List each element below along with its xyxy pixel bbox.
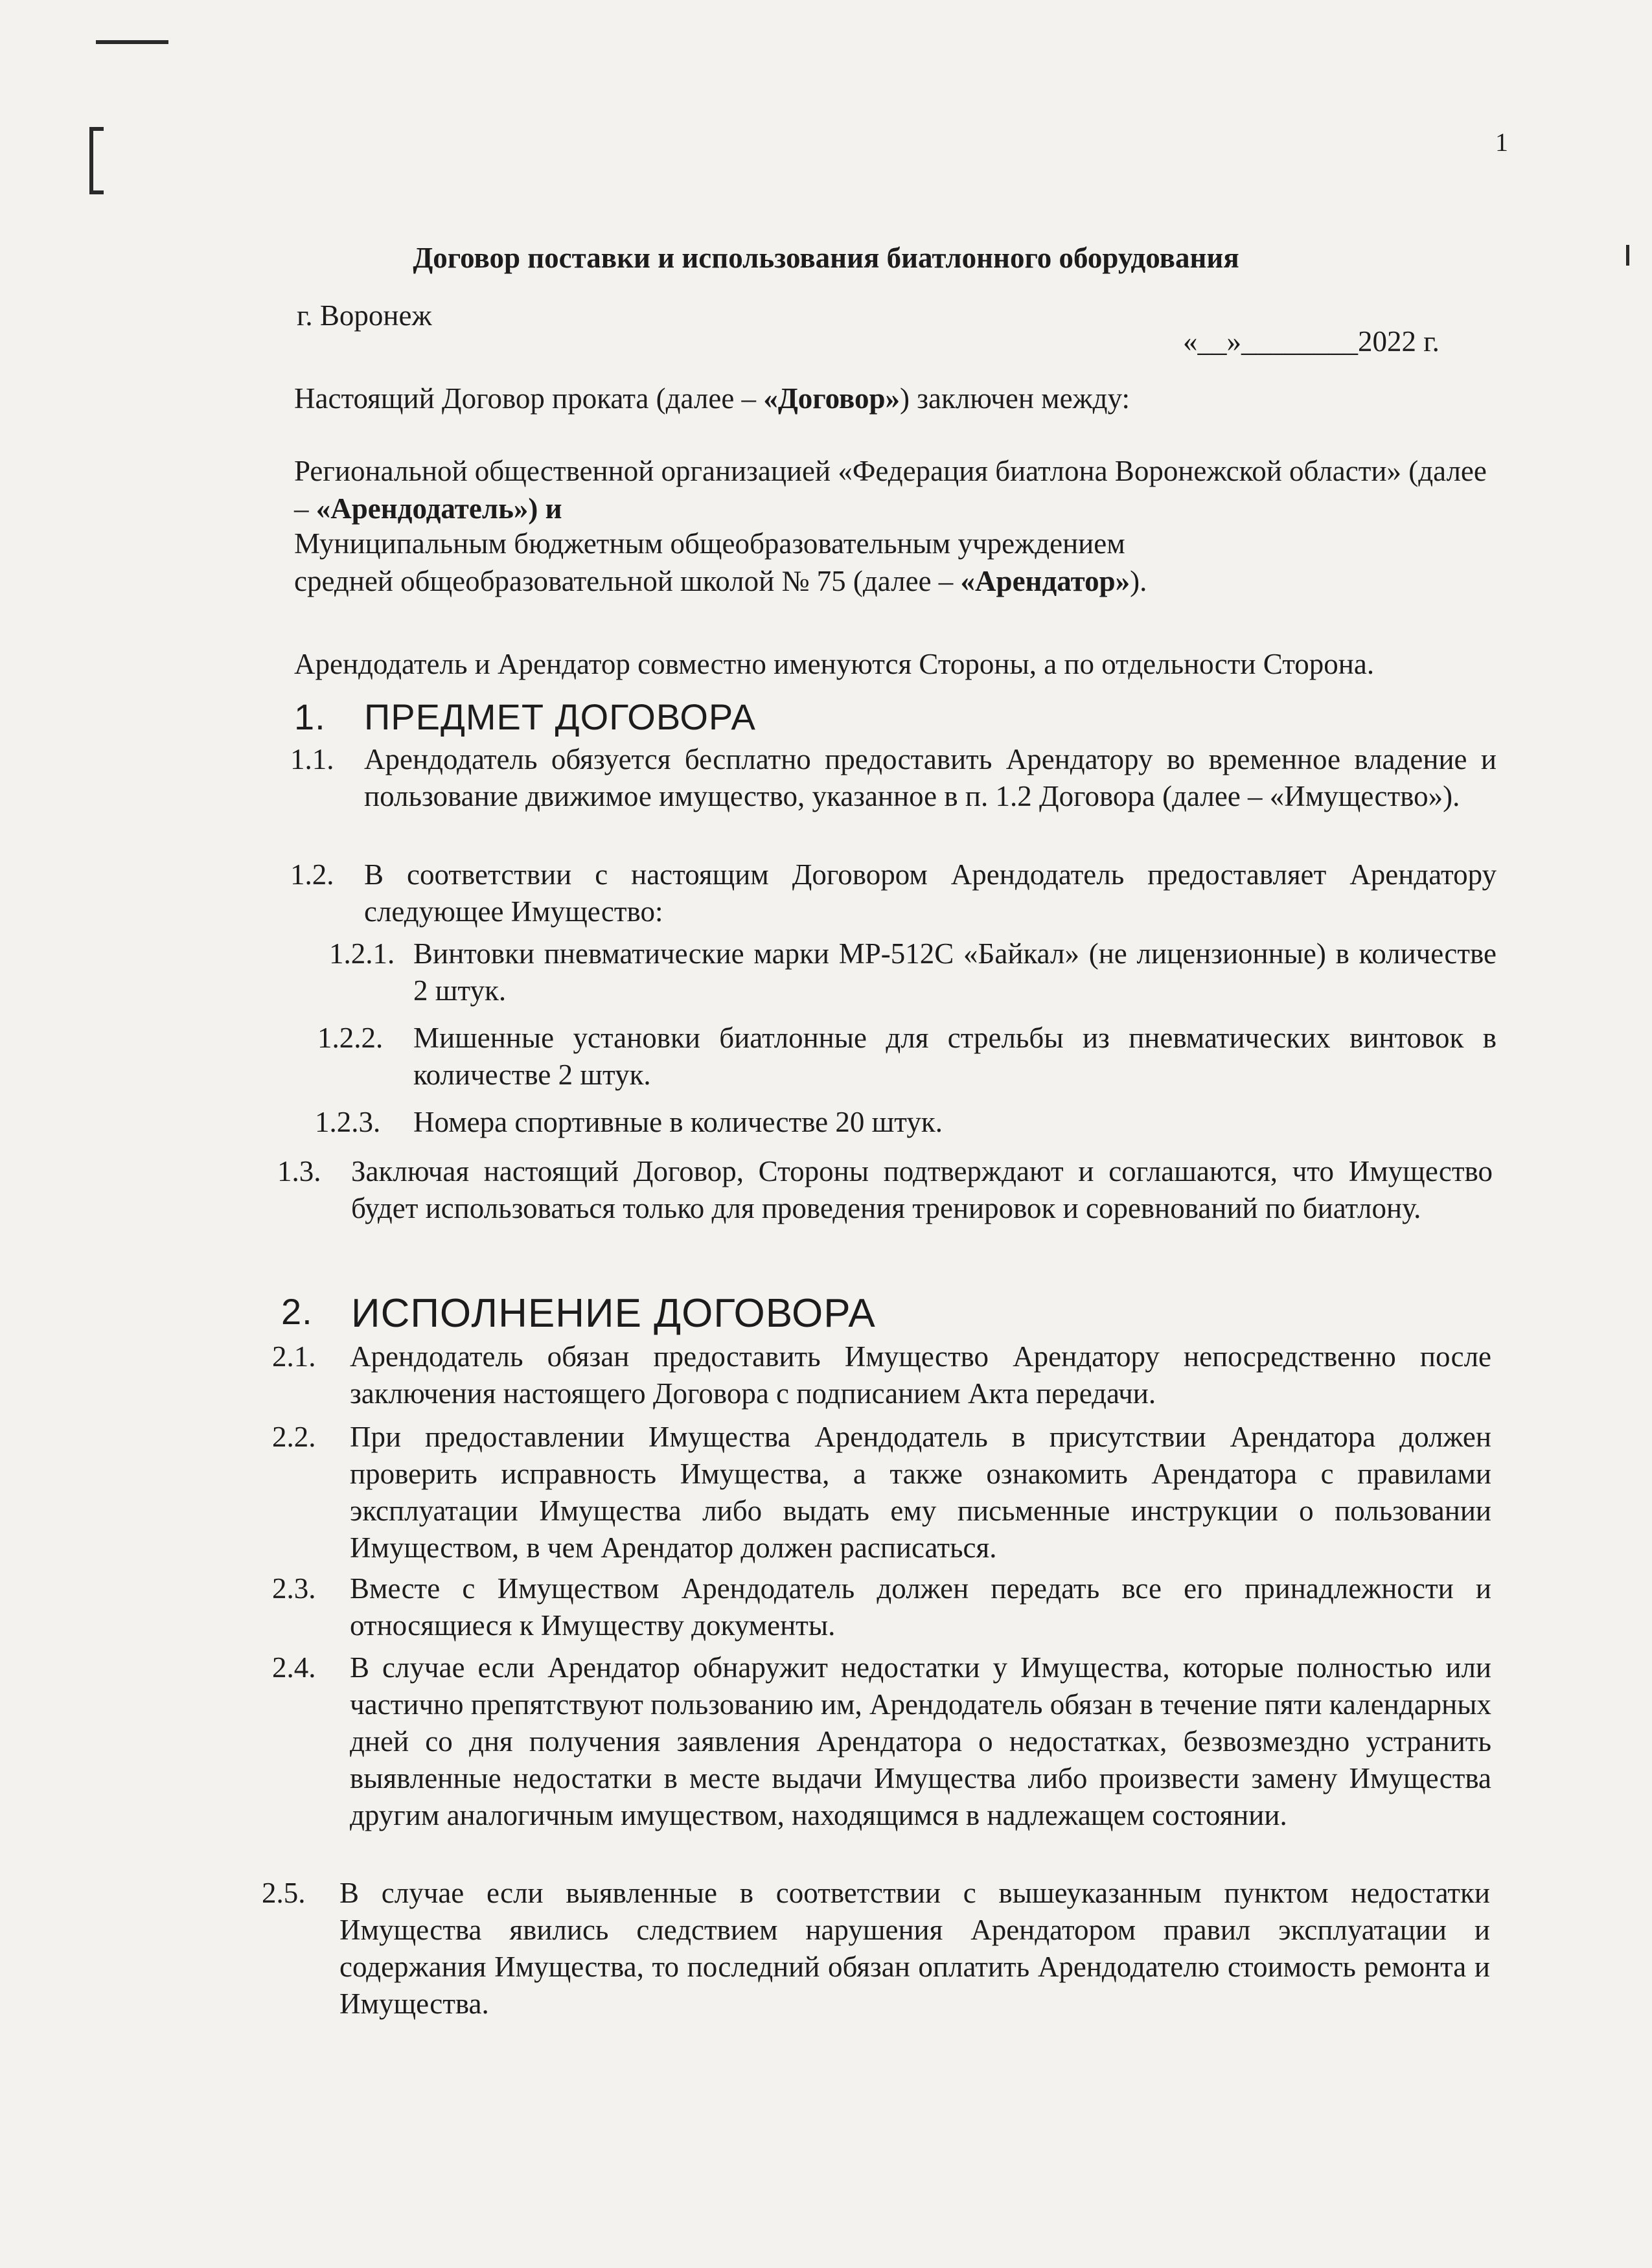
party-lessor xyxy=(294,452,1499,527)
section1-heading: ПРЕДМЕТ ДОГОВОРА xyxy=(364,696,756,737)
item-2-1-text: Арендодатель обязан предоставить Имущество Арендатору непосредственно после заключения настоящего Договора с подписанием Акта передачи. xyxy=(350,1340,1491,1410)
item-1-1-number: 1.1. xyxy=(290,743,334,775)
item-1-2-1-text: Винтовки пневматические марки МР-512С «Байкал» (не лицензионные) в количестве 2 штук. xyxy=(413,937,1497,1007)
parties-note: Арендодатель и Арендатор совместно именуются Стороны, а по отдельности Сторона. xyxy=(294,648,1375,680)
item-2-1-number: 2.1. xyxy=(272,1340,316,1373)
item-1-2-3-number: 1.2.3. xyxy=(315,1106,381,1138)
city: г. Воронеж xyxy=(297,299,432,332)
intro-term: «Договор» xyxy=(763,382,900,415)
party-lessee-text: Муниципальным бюджетным общеобразовательным учреждением средней общеобразовательной школой № 75 (далее – xyxy=(294,527,1125,597)
scan-mark-dash xyxy=(96,40,168,44)
party-lessor-term: «Арендодатель») и xyxy=(315,492,562,525)
scan-mark-bracket-bottom xyxy=(89,190,104,194)
item-1-2-number: 1.2. xyxy=(290,858,334,891)
item-2-4-number: 2.4. xyxy=(272,1651,316,1684)
item-1-3-text: Заключая настоящий Договор, Стороны подтверждают и соглашаются, что Имущество будет использоваться только для проведения тренировок и соревнований по биатлону. xyxy=(351,1155,1493,1224)
section2-number: 2. xyxy=(281,1291,313,1332)
item-1-2-3-text: Номера спортивные в количестве 20 штук. xyxy=(413,1106,943,1138)
item-2-5-text: В случае если выявленные в соответствии с вышеуказанным пунктом недостатки Имущества явились следствием нарушения Арендатором правил эксплуатации и содержания Имущества, то последний обязан оплатить Арендодателю стоимость ремонта и Имущества. xyxy=(339,1877,1490,2020)
item-1-1-text: Арендодатель обязуется бесплатно предоставить Арендатору во временное владение и пользование движимое имущество, указанное в п. 1.2 Договора (далее – «Имущество»). xyxy=(364,743,1497,812)
intro-paragraph xyxy=(294,380,1493,417)
item-2-3-number: 2.3. xyxy=(272,1572,316,1605)
item-2-2-number: 2.2. xyxy=(272,1421,316,1453)
intro-before: Настоящий Договор проката (далее – xyxy=(294,382,764,415)
item-2-3-text: Вместе с Имуществом Арендодатель должен передать все его принадлежности и относящиеся к Имуществу документы. xyxy=(350,1572,1491,1642)
document-title: Договор поставки и использования биатлонного оборудования xyxy=(413,242,1239,274)
item-2-4-text: В случае если Арендатор обнаружит недостатки у Имущества, которые полностью или частично препятствуют пользованию им, Арендодатель обязан в течение пяти календарных дней со дня получения заявления Арендатора о недостатках, безвозмездно устранить выявленные недостатки в месте выдачи Имущества либо произвести замену Имущества другим аналогичным имуществом, находящимся в надлежащем состоянии. xyxy=(350,1651,1491,1831)
item-2-5-number: 2.5. xyxy=(262,1877,306,1909)
contract-date: «__»________2022 г. xyxy=(1183,325,1440,358)
party-lessee-term: «Арендатор» xyxy=(960,565,1130,597)
party-lessor-text: Региональной общественной организацией «Федерация биатлона Воронежской области» (далее – xyxy=(294,455,1487,525)
item-1-2-2-number: 1.2.2. xyxy=(317,1022,384,1054)
item-1-2-2-text: Мишенные установки биатлонные для стрельбы из пневматических винтовок в количестве 2 штук. xyxy=(413,1022,1497,1091)
party-lessee xyxy=(294,525,1201,600)
item-1-3-number: 1.3. xyxy=(277,1155,321,1187)
section2-heading: ИСПОЛНЕНИЕ ДОГОВОРА xyxy=(351,1291,876,1336)
party-lessee-after: ). xyxy=(1130,565,1147,597)
scan-mark-bracket-top xyxy=(89,127,104,131)
scan-mark-bracket xyxy=(89,127,93,194)
item-1-2-1-number: 1.2.1. xyxy=(329,937,395,970)
intro-after: ) заключен между: xyxy=(900,382,1130,415)
page-number: 1 xyxy=(1495,128,1508,157)
item-1-2-text: В соответствии с настоящим Договором Арендодатель предоставляет Арендатору следующее Имущество: xyxy=(364,858,1497,928)
section1-number: 1. xyxy=(294,696,326,737)
item-2-2-text: При предоставлении Имущества Арендодатель в присутствии Арендатора должен проверить исправность Имущества, а также ознакомить Арендатора с правилами эксплуатации Имущества либо выдать ему письменные инструкции о пользовании Имуществом, в чем Арендатор должен расписаться. xyxy=(350,1421,1491,1564)
